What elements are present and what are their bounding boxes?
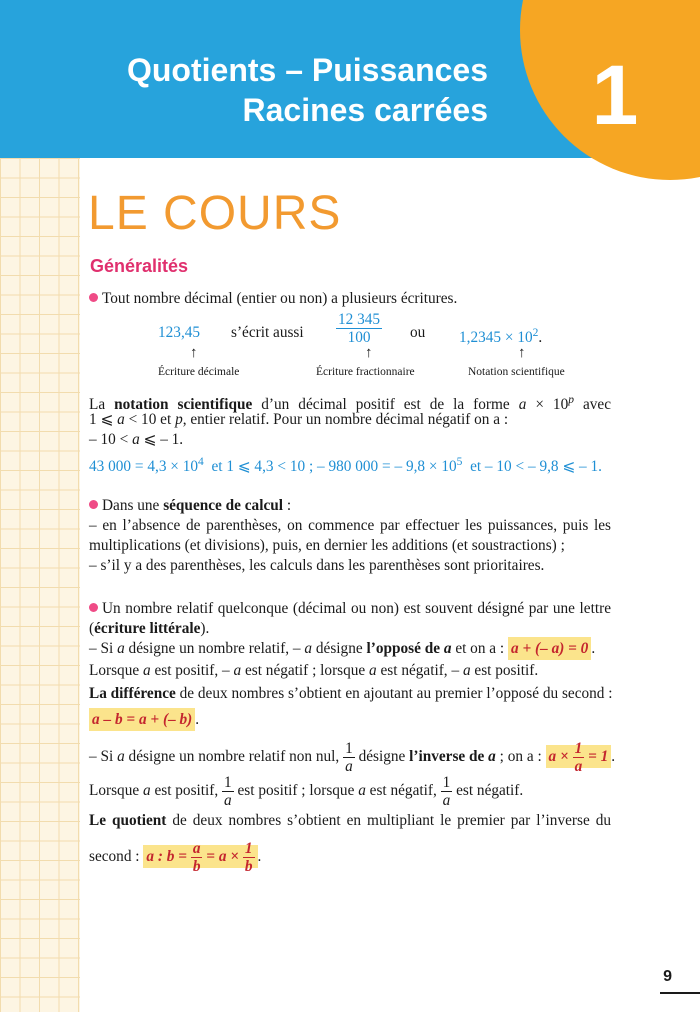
definition-line-2: 1 ⩽ a < 10 et p, entier relatif. Pour un nombre décimal négatif on a : <box>89 411 509 428</box>
ecrit-aussi: s’écrit aussi <box>231 324 304 341</box>
ou-text: ou <box>410 324 426 341</box>
scientific-examples: 43 $000 = 4,3 \times 10^4$ et 1 ⩽ 4,3 < 10 ; – 980 000 = – $9,8 \times 10^5$ et – 10 < – 9,8 ⩽ – 1. <box>89 456 602 476</box>
chapter-title <box>127 50 488 130</box>
bullet-dot-icon <box>89 603 98 612</box>
oppose-formula-highlight: a + (– a) = 0 <box>508 637 591 660</box>
section-title: Généralités <box>90 256 189 276</box>
bullet-sequence: Dans une séquence de calcul : <box>89 496 611 516</box>
oppose-line: – Si a désigne un nombre relatif, – a désigne l’opposé de a et on a : a + (– a) = 0 . <box>89 639 611 659</box>
sequence-line-2: – en l’absence de parenthèses, on commence par effectuer les puissances, puis les <box>89 517 611 534</box>
sequence-line-4: – s’il y a des parenthèses, les calculs dans les parenthèses sont prioritaires. <box>89 557 545 574</box>
bullet-dot-icon <box>89 500 98 509</box>
quotient-formula-line: second : a : b = $\frac{a}{b}$ = a × $\frac{1}{b}$ . <box>89 839 262 875</box>
inverse-line: – Si a désigne un nombre relatif non nul, $\frac{1}{a}$ désigne l’inverse de a ; on a : a × $\frac{1}{a}$ = 1 . <box>89 740 616 775</box>
chapter-title-line1: Quotients – Puissances <box>126 52 488 88</box>
difference-formula-line: a – b = a + (– b) . <box>89 710 611 730</box>
up-arrow-icon: ↑ <box>190 345 198 361</box>
example-scientific: $1,2345 \times 10^2$. <box>459 327 543 347</box>
chapter-title-line2: Racines carrées <box>242 92 488 128</box>
definition-line-1: La notation scientifique d’un décimal positif est de la forme $a \times 10^p$ avec <box>89 394 611 414</box>
label-scientific: Notation scientifique <box>468 366 565 378</box>
inverse-sign-line: Lorsque a est positif, $\frac{1}{a}$ est positif ; lorsque a est négatif, $\frac{1}{a}$ est négatif. <box>89 774 524 809</box>
definition-line-3: – 10 < a ⩽ – 1. <box>89 431 184 448</box>
page-number: 9 <box>663 968 672 985</box>
chapter-number: 1 <box>591 48 639 142</box>
label-fraction: Écriture fractionnaire <box>316 366 415 378</box>
bullet-relatif: Un nombre relatif quelconque (décimal ou non) est souvent désigné par une lettre <box>89 599 611 619</box>
bullet-dot-icon <box>89 293 98 302</box>
difference-line: La différence de deux nombres s’obtient en ajoutant au premier l’opposé du second : <box>89 685 613 702</box>
page-number-rule <box>660 992 700 994</box>
quotient-line: Le quotient de deux nombres s’obtient en multipliant le premier par l’inverse du <box>89 812 612 829</box>
page-heading: LE COURS <box>88 187 342 240</box>
sequence-line-3: multiplications (et divisions), puis, en dernier les additions (et soustractions) ; <box>89 537 565 554</box>
quotient-formula-highlight: a : b = $\frac{a}{b}$ = a × $\frac{1}{b}$ <box>143 845 257 868</box>
grid-margin-decoration <box>0 158 80 1012</box>
example-fraction: $\frac{12 345}{100}$ <box>338 311 381 346</box>
label-decimal: Écriture décimale <box>158 366 240 378</box>
up-arrow-icon: ↑ <box>365 345 373 361</box>
bullet-intro: Tout nombre décimal (entier ou non) a plusieurs écritures. <box>89 289 611 309</box>
sign-line: Lorsque a est positif, – a est négatif ; lorsque a est négatif, – a est positif. <box>89 662 539 679</box>
relatif-line-2: (écriture littérale). <box>89 620 210 637</box>
inverse-formula-highlight: a × $\frac{1}{a}$ = 1 <box>546 745 612 768</box>
example-decimal: 123,45 <box>158 324 201 341</box>
up-arrow-icon: ↑ <box>518 345 526 361</box>
difference-formula-highlight: a – b = a + (– b) <box>89 708 195 731</box>
